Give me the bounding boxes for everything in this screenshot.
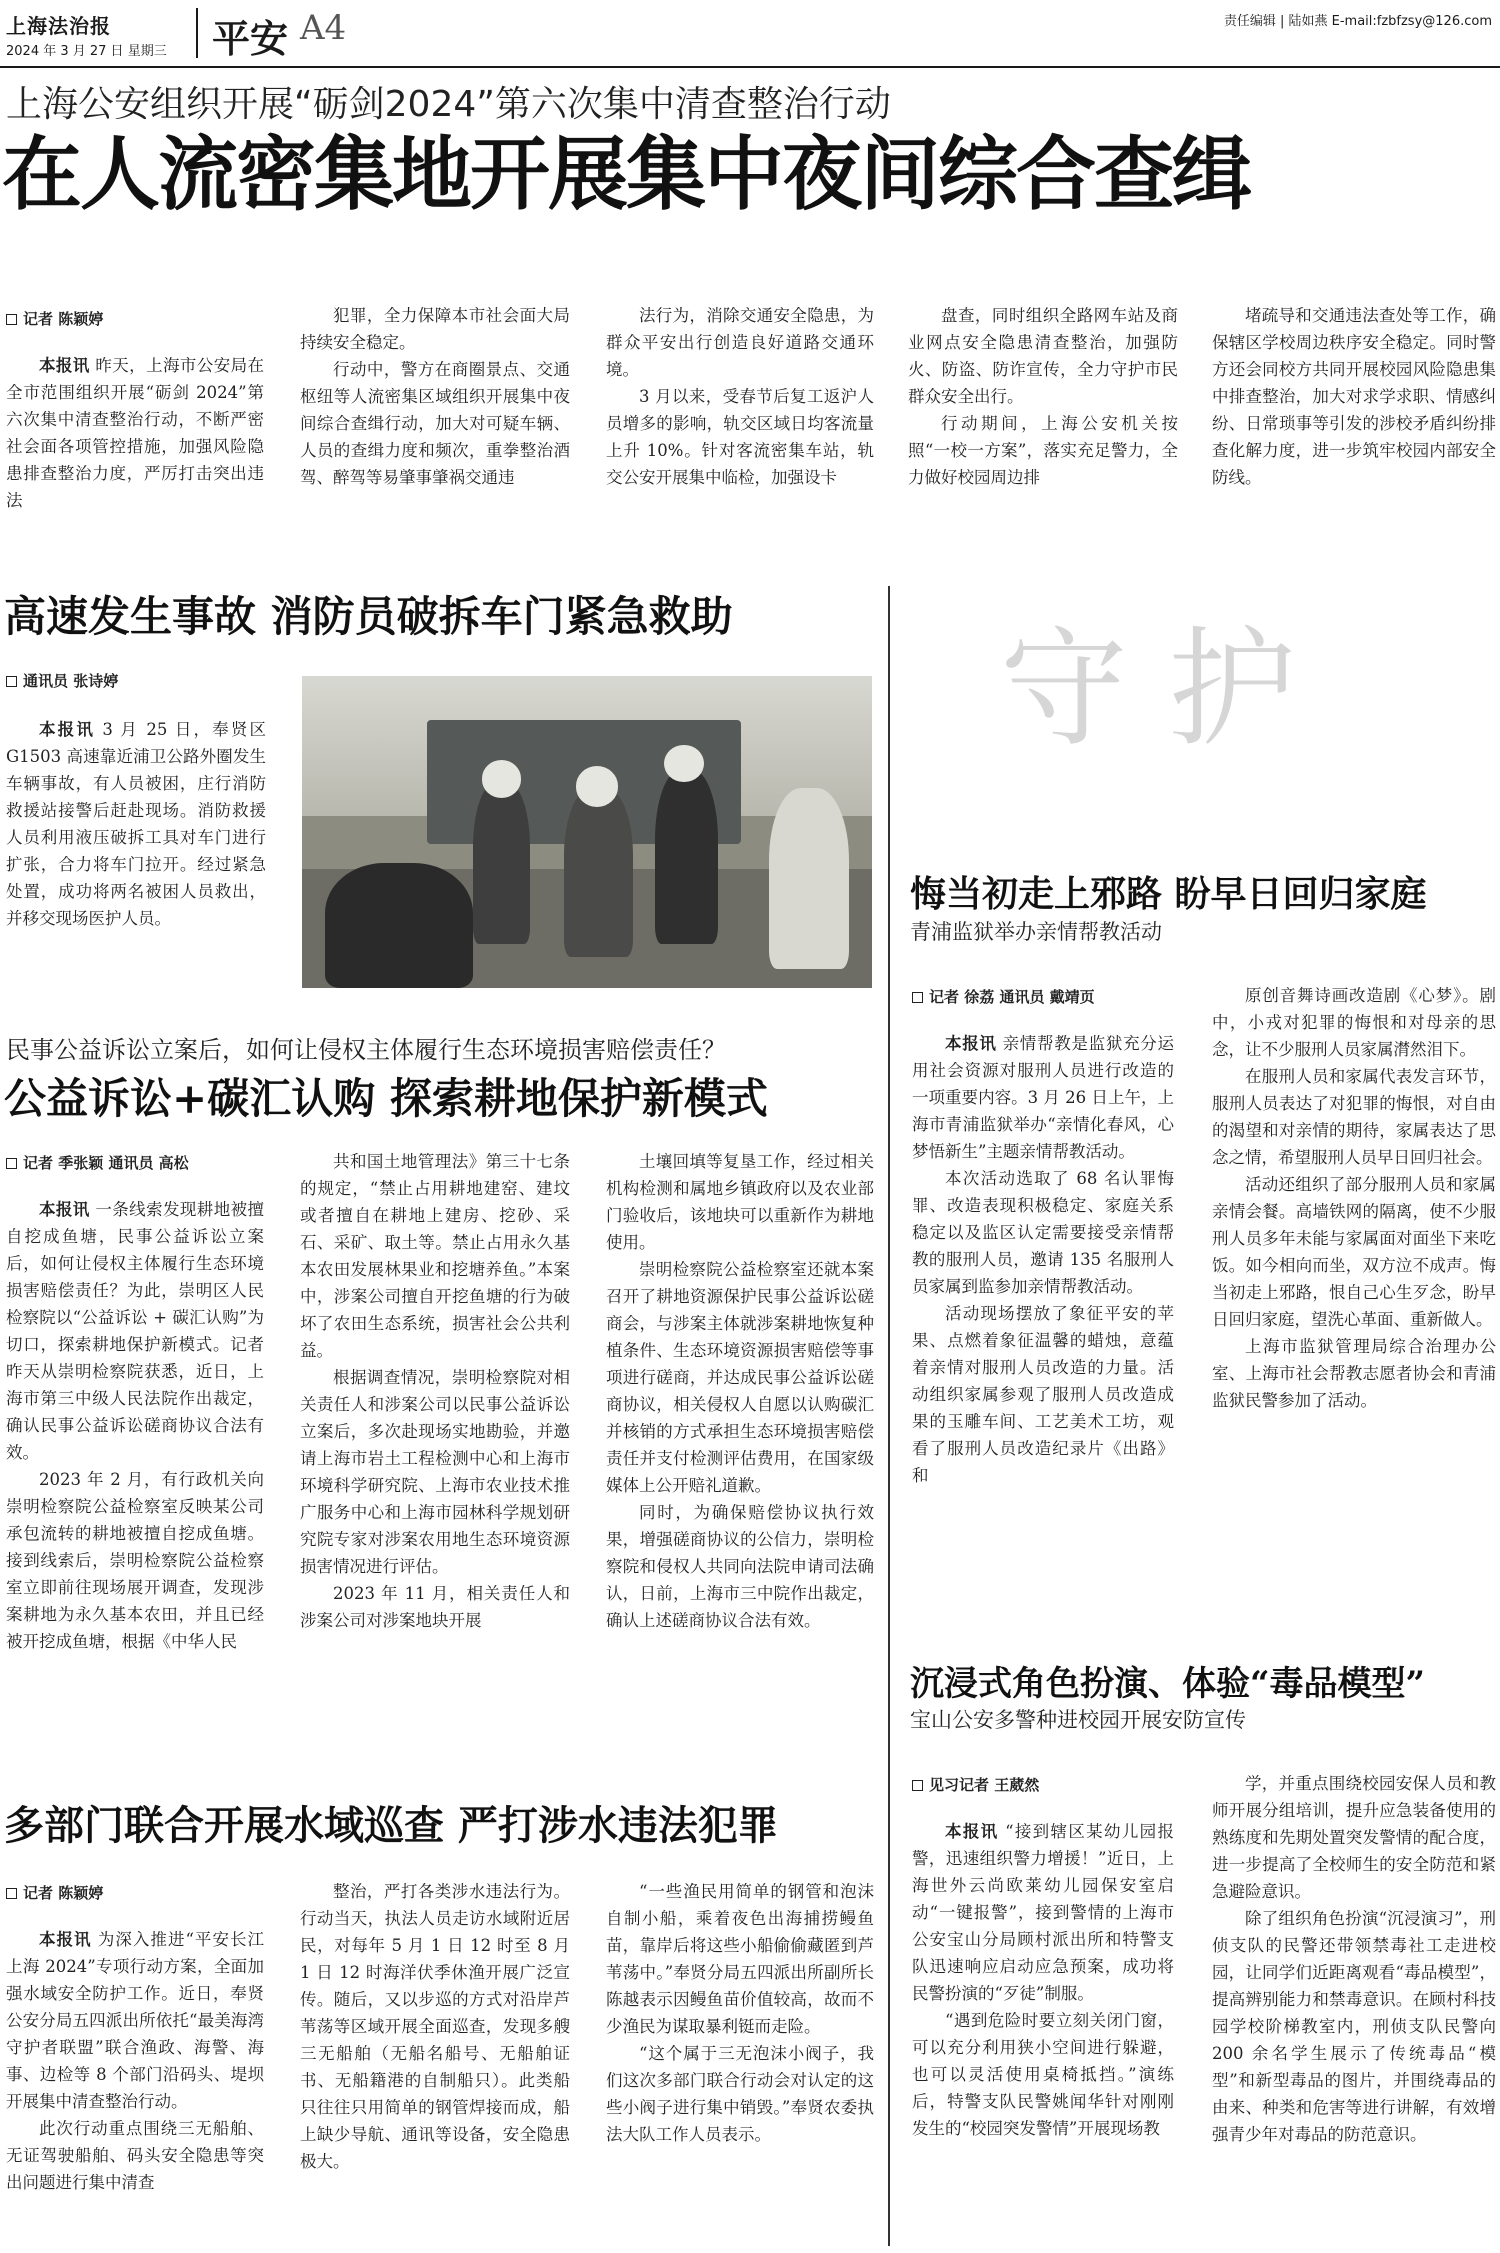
paragraph: “遇到危险时要立刻关闭门窗，可以充分利用狭小空间进行躲避，也可以灵活使用桌椅抵挡。”演练后，特警支队民警姚闻华针对刚刚发生的“校园突发警情”开展现场教: [912, 2011, 1174, 2138]
byline-box-icon: [6, 676, 17, 687]
article3-byline: [6, 1152, 189, 1173]
paragraph: 本报讯 为深入推进“平安长江上海 2024”专项行动方案，全面加强水域安全防护工作。近日，奉贤公安分局五四派出所依托“最美海湾守护者联盟”联合渔政、海警、海事、边检等 8 个部门沿码头、堤坝开展集中清查整治行动。: [6, 1930, 264, 2111]
page-number: A4: [300, 8, 347, 48]
paragraph: 共和国土地管理法》第三十七条的规定，“禁止占用耕地建窑、建坟或者擅自在耕地上建房、挖砂、采石、采矿、取土等。禁止占用永久基本农田发展林果业和挖塘养鱼。”本案中，涉案公司擅自开挖鱼塘的行为破坏了农田生态系统，损害社会公共利益。: [300, 1152, 570, 1360]
byline-box-icon: [6, 1888, 17, 1899]
paragraph: 根据调查情况，崇明检察院对相关责任人和涉案公司以民事公益诉讼立案后，多次赴现场实地勘验，并邀请上海市岩土工程检测中心和上海市环境科学研究院、上海市农业技术推广服务中心和上海市园林科学规划研究院专家对涉案农用地生态环境资源损害情况进行评估。: [300, 1368, 570, 1576]
paragraph: 行动中，警方在商圈景点、交通枢纽等人流密集区域组织开展集中夜间综合查缉行动，加大对可疑车辆、人员的查缉力度和频次，重拳整治酒驾、醉驾等易肇事肇祸交通违: [300, 360, 570, 487]
article4-col1: [6, 1926, 264, 2250]
section-name: 平安: [212, 17, 289, 61]
article3-col3: [606, 1148, 874, 1750]
article6-byline: [912, 1774, 1039, 1795]
issue-date: 2024 年 3 月 27 日 星期三: [6, 44, 167, 59]
paragraph: 行动期间，上海公安机关按照“一校一方案”，落实充足警力，全力做好校园周边排: [908, 414, 1178, 487]
photo-person: [564, 788, 632, 956]
paragraph: 本报讯 “接到辖区某幼儿园报警，迅速组织警力增援！”近日，上海世外云尚欧莱幼儿园保安室启动“一键报警”，接到警情的上海市公安宝山分局顾村派出所和特警支队迅速响应启动应急预案，成功将民警扮演的“歹徒”制服。: [912, 1822, 1174, 2003]
article1-col2: [300, 302, 570, 542]
paragraph: 整治，严打各类涉水违法行为。行动当天，执法人员走访水域附近居民，对每年 5 月 1 日 12 时至 8 月 1 日 12 时海洋伏季休渔开展广泛宣传。随后，又以步巡的方式对沿岸芦苇荡等区域开展全面巡查，发现多艘三无船舶（无船名船号、无船舶证书、无船籍港的自制船只）。此类船只往往只用简单的钢管焊接而成，船上缺少导航、通讯等设备，安全隐患极大。: [300, 1882, 570, 2171]
byline-text: 通讯员 张诗婷: [23, 672, 119, 690]
article2-body: [6, 716, 266, 986]
paragraph: 本次活动选取了 68 名认罪悔罪、改造表现积极稳定、家庭关系稳定以及监区认定需要接受亲情帮教的服刑人员，邀请 135 名服刑人员家属到监参加亲情帮教活动。: [912, 1169, 1174, 1296]
byline-text: 记者 季张颖 通讯员 高松: [23, 1154, 189, 1172]
paragraph: 3 月以来，受春节后复工返沪人员增多的影响，轨交区域日均客流量上升 10%。针对客流密集车站，轨交公安开展集中临检，加强设卡: [606, 387, 874, 487]
photo-helmet: [576, 766, 619, 807]
paragraph: 学，并重点围绕校园安保人员和教师开展分组培训，提升应急装备使用的熟练度和先期处置突发警情的配合度，进一步提高了全校师生的安全防范和紧急避险意识。: [1212, 1774, 1496, 1901]
column-divider: [888, 586, 890, 2246]
article1-col3: [606, 302, 874, 542]
byline-box-icon: [912, 1780, 923, 1791]
byline-box-icon: [912, 992, 923, 1003]
article5-headline: 悔当初走上邪路 盼早日回归家庭: [910, 873, 1427, 915]
article1-byline: [6, 308, 103, 329]
top-rule: [0, 66, 1500, 68]
article6-col1: [912, 1818, 1174, 2250]
paragraph: 本报讯 3 月 25 日，奉贤区 G1503 高速靠近浦卫公路外圈发生车辆事故，有人员被困，庄行消防救援站接警后赶赴现场。消防救援人员利用液压破拆工具对车门进行扩张，合力将车门拉开。经过紧急处置，成功将两名被困人员救出，并移交现场医护人员。: [6, 720, 266, 928]
photo-helmet: [664, 745, 704, 782]
paragraph: 犯罪，全力保障本市社会面大局持续安全稳定。: [300, 306, 570, 352]
paragraph: 本报讯 亲情帮教是监狱充分运用社会资源对服刑人员进行改造的一项重要内容。3 月 26 日上午，上海市青浦监狱举办“亲情化春风，心梦悟新生”主题亲情帮教活动。: [912, 1034, 1174, 1161]
article3-col2: [300, 1148, 570, 1750]
article5-col2: [1212, 982, 1496, 1600]
byline-text: 记者 陈颖婷: [23, 310, 104, 328]
paragraph: 崇明检察院公益检察室还就本案召开了耕地资源保护民事公益诉讼磋商会，与涉案主体就涉案耕地恢复种植条件、生态环境资源损害赔偿等事项进行磋商，并达成民事公益诉讼磋商协议，相关侵权人自愿以认购碳汇并核销的方式承担生态环境损害赔偿责任并支付检测评估费用，在国家级媒体上公开赔礼道歉。: [606, 1260, 874, 1495]
article4-col3: [606, 1878, 874, 2250]
photo-person: [769, 788, 849, 969]
article1-col4: [908, 302, 1178, 542]
paragraph: 活动还组织了部分服刑人员和家属亲情会餐。高墙铁网的隔离，使不少服刑人员多年未能与家属面对面坐下来吃饭。如今相向而坐，双方泣不成声。悔当初走上邪路，恨自己心生歹念，盼早日回归家庭，望洗心革面、重新做人。: [1212, 1175, 1496, 1329]
paragraph: 法行为，消除交通安全隐患，为群众平安出行创造良好道路交通环境。: [606, 306, 874, 379]
paragraph: 上海市监狱管理局综合治理办公室、上海市社会帮教志愿者协会和青浦监狱民警参加了活动。: [1212, 1337, 1496, 1410]
paragraph: 同时，为确保赔偿协议执行效果，增强磋商协议的公信力，崇明检察院和侵权人共同向法院申请司法确认，日前，上海市三中院作出裁定，确认上述磋商协议合法有效。: [606, 1503, 874, 1630]
article1-col5: [1212, 302, 1496, 542]
article3-col1: [6, 1196, 264, 1750]
article4-headline: 多部门联合开展水域巡查 严打涉水违法犯罪: [4, 1802, 778, 1849]
article4-byline: [6, 1882, 103, 1903]
byline-box-icon: [6, 314, 17, 325]
paragraph: “这个属于三无泡沫小阀子，我们这次多部门联合行动会对认定的这些小阀子进行集中销毁。”奉贤农委执法大队工作人员表示。: [606, 2044, 874, 2144]
paragraph: 2023 年 11 月，相关责任人和涉案公司对涉案地块开展: [300, 1584, 570, 1630]
paragraph: 在服刑人员和家属代表发言环节，服刑人员表达了对犯罪的悔恨，对自由的渴望和对亲情的期待，家属表达了思念之情，希望服刑人员早日回归社会。: [1212, 1067, 1496, 1167]
paragraph: 本报讯 昨天，上海市公安局在全市范围组织开展“砺剑 2024”第六次集中清查整治行动，不断严密社会面各项管控措施，加强风险隐患排查整治力度，严厉打击突出违法: [6, 356, 264, 510]
article6-col2: [1212, 1770, 1496, 2250]
photo-person: [473, 782, 530, 944]
article5-subhead: 青浦监狱举办亲情帮教活动: [910, 920, 1162, 944]
paragraph: 2023 年 2 月，有行政机关向崇明检察院公益检察室反映某公司承包流转的耕地被擅自挖成鱼塘。接到线索后，崇明检察院公益检察室立即前往现场展开调查，发现涉案耕地为永久基本农田，并且已经被开挖成鱼塘，根据《中华人民: [6, 1470, 264, 1651]
article2-byline: [6, 670, 118, 691]
paragraph: 堵疏导和交通违法查处等工作，确保辖区学校周边秩序安全稳定。同时警方还会同校方共同开展校园风险隐患集中排查整治，加大对求学求职、情感纠纷、日常琐事等引发的涉校矛盾纠纷排查化解力度，进一步筑牢校园内部安全防线。: [1212, 306, 1496, 487]
article5-col1: [912, 1030, 1174, 1600]
article1-kicker: 上海公安组织开展“砺剑2024”第六次集中清查整治行动: [6, 84, 891, 125]
article6-headline: 沉浸式角色扮演、体验“毒品模型”: [910, 1664, 1426, 1704]
photo-person: [325, 863, 473, 988]
article4-col2: [300, 1878, 570, 2250]
article1-headline: 在人流密集地开展集中夜间综合查缉: [2, 127, 1250, 221]
paragraph: 此次行动重点围绕三无船舶、无证驾驶船舶、码头安全隐患等突出问题进行集中清查: [6, 2119, 264, 2192]
article6-subhead: 宝山公安多警种进校园开展安防宣传: [910, 1708, 1246, 1732]
article5-byline: [912, 986, 1095, 1007]
editor-info: 责任编辑 | 陆如燕 E-mail:fzbfzsy@126.com: [1223, 14, 1492, 29]
rescue-photo: [302, 676, 872, 988]
paragraph: 除了组织角色扮演“沉浸演习”，刑侦支队的民警还带领禁毒社工走进校园，让同学们近距离观看“毒品模型”，提高辨别能力和禁毒意识。在顾村科技园学校阶梯教室内，刑侦支队民警向 200 余名学生展示了传统毒品“模型”和新型毒品的图片，并围绕毒品的由来、种类和危害等进行讲解，有效增强青少年对毒品的防范意识。: [1212, 1909, 1496, 2144]
byline-text: 见习记者 王葳然: [929, 1776, 1040, 1794]
photo-person: [655, 770, 718, 945]
byline-text: 记者 徐荔 通讯员 戴靖页: [929, 988, 1095, 1006]
byline-box-icon: [6, 1158, 17, 1169]
masthead-divider: [196, 8, 198, 58]
paragraph: 盘查，同时组织全路网车站及商业网点安全隐患清查整治，加强防火、防盗、防诈宣传，全力守护市民群众安全出行。: [908, 306, 1178, 406]
paragraph: 活动现场摆放了象征平安的苹果、点燃着象征温馨的蜡烛，意蕴着亲情对服刑人员改造的力量。活动组织家属参观了服刑人员改造成果的玉雕车间、工艺美术工坊，观看了服刑人员改造纪录片《出路》和: [912, 1304, 1174, 1485]
sidebar-decorative-title: 守护: [1000, 615, 1337, 764]
paragraph: 原创音舞诗画改造剧《心梦》。剧中，小戎对犯罪的悔恨和对母亲的思念，让不少服刑人员家属潸然泪下。: [1212, 986, 1496, 1059]
paragraph: 本报讯 一条线索发现耕地被擅自挖成鱼塘，民事公益诉讼立案后，如何让侵权主体履行生态环境损害赔偿责任？为此，崇明区人民检察院以“公益诉讼 + 碳汇认购”为切口，探索耕地保护新模式。记者昨天从崇明检察院获悉，近日，上海市第三中级人民法院作出裁定，确认民事公益诉讼磋商协议合法有效。: [6, 1200, 264, 1462]
article3-kicker: 民事公益诉讼立案后，如何让侵权主体履行生态环境损害赔偿责任？: [6, 1036, 726, 1064]
photo-helmet: [482, 760, 522, 797]
article2-headline: 高速发生事故 消防员破拆车门紧急救助: [4, 592, 733, 641]
newspaper-logo: 上海法治报: [6, 14, 111, 38]
byline-text: 记者 陈颖婷: [23, 1884, 104, 1902]
article1-col1: [6, 352, 264, 542]
paragraph: 土壤回填等复垦工作，经过相关机构检测和属地乡镇政府以及农业部门验收后，该地块可以重新作为耕地使用。: [606, 1152, 874, 1252]
paragraph: “一些渔民用简单的钢管和泡沫自制小船，乘着夜色出海捕捞鳗鱼苗，靠岸后将这些小船偷偷藏匿到芦苇荡中。”奉贤分局五四派出所副所长陈越表示因鳗鱼苗价值较高，故而不少渔民为谋取暴利铤而走险。: [606, 1882, 874, 2036]
article3-headline: 公益诉讼+碳汇认购 探索耕地保护新模式: [4, 1074, 768, 1123]
